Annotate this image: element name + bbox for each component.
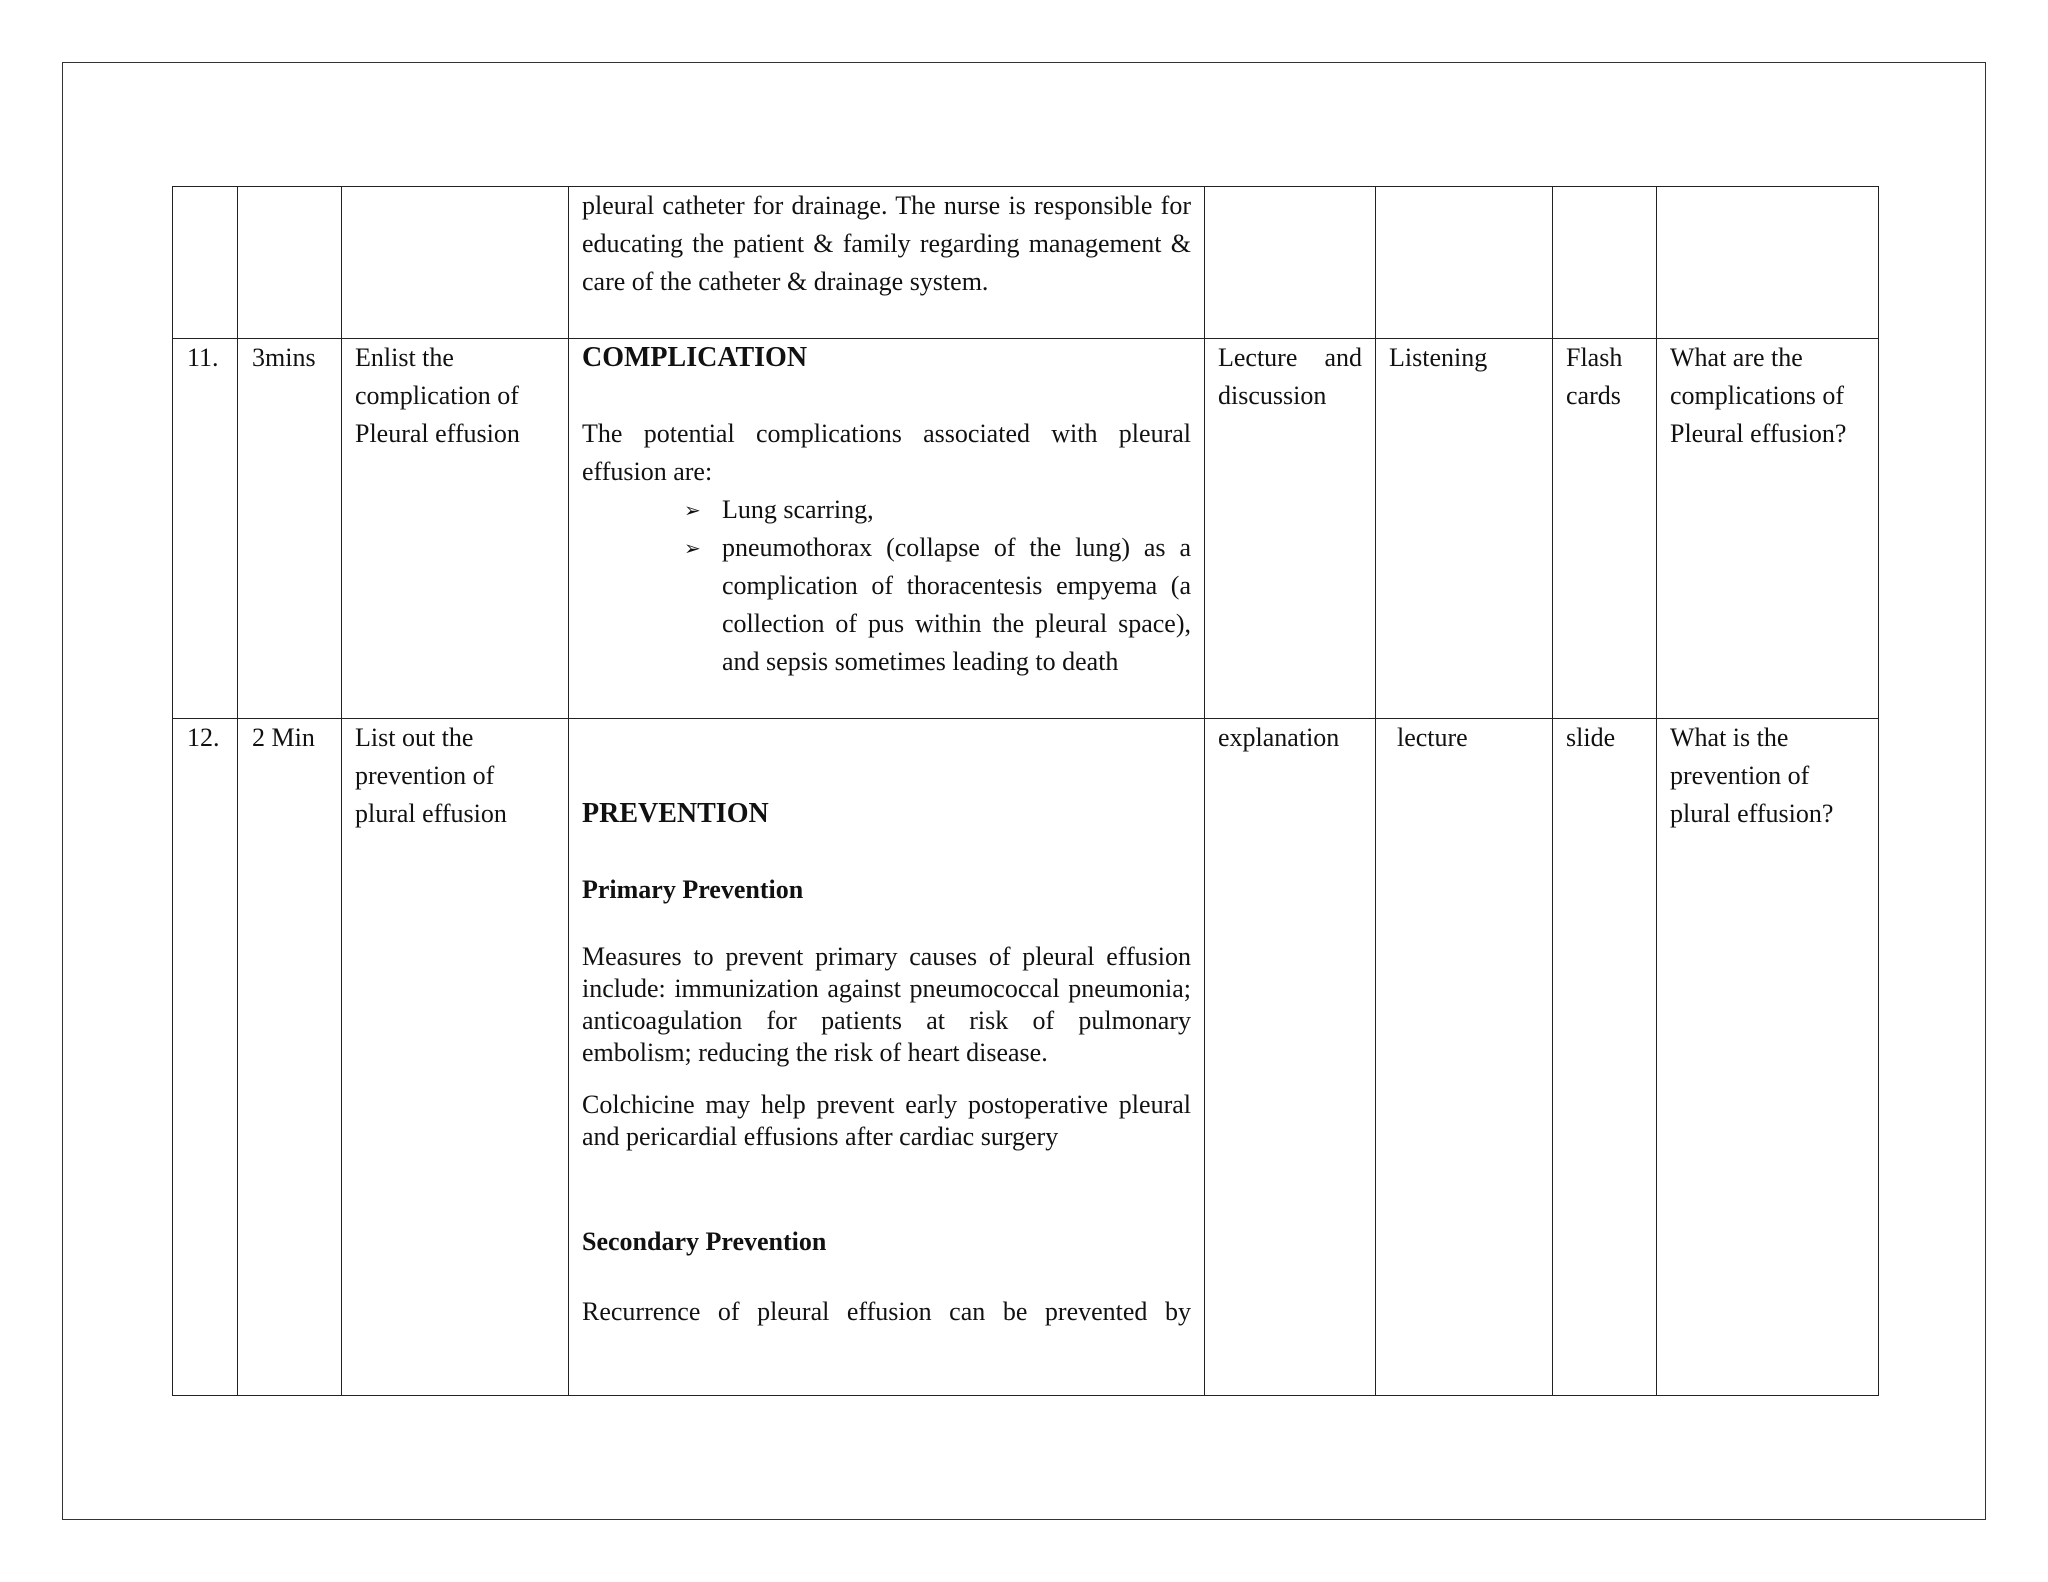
cell-number bbox=[173, 187, 238, 339]
row-learning: lecture bbox=[1376, 719, 1553, 1396]
spacer bbox=[582, 1261, 1191, 1293]
spacer bbox=[582, 909, 1191, 941]
primary-prevention-text: Measures to prevent primary causes of pleural effusion include: immunization against pneumococcal pneumonia; anticoagulation for patients at risk of pulmonary embolism; reducing the risk of heart disease. bbox=[582, 942, 1191, 1067]
row-av-aids: slide bbox=[1553, 719, 1657, 1396]
spacer bbox=[582, 1069, 1191, 1089]
row-time: 3mins bbox=[238, 339, 342, 719]
row-learning: Listening bbox=[1376, 339, 1553, 719]
row-objective: Enlist the complication of Pleural effusion bbox=[342, 339, 569, 719]
cell-content bbox=[569, 187, 1205, 339]
continuation-text: pleural catheter for drainage. The nurse is responsible for educating the patient & family regarding management & care of the catheter & drainage system. bbox=[582, 191, 1191, 296]
spacer bbox=[582, 833, 1191, 871]
row-number: 12. bbox=[173, 719, 238, 1396]
table-row-11 bbox=[173, 339, 1879, 719]
list-item bbox=[684, 491, 1191, 529]
row-av-aids: Flash cards bbox=[1553, 339, 1657, 719]
spacer bbox=[582, 377, 1191, 415]
lesson-plan-table bbox=[172, 186, 1879, 1396]
bullet-text: pneumothorax (collapse of the lung) as a complication of thoracentesis empyema (a collection of pus within the pleural space), and sepsis sometimes leading to death bbox=[722, 533, 1191, 676]
complication-list bbox=[582, 491, 1191, 681]
cell-evaluation bbox=[1657, 187, 1879, 339]
prevention-heading: PREVENTION bbox=[582, 798, 769, 829]
table-row-continuation bbox=[173, 187, 1879, 339]
arrow-bullet-icon: ➢ bbox=[684, 536, 701, 560]
prevention-content bbox=[582, 719, 1191, 1394]
list-item bbox=[684, 529, 1191, 681]
cell-objective bbox=[342, 187, 569, 339]
table-row-12 bbox=[173, 719, 1879, 1396]
row-number: 11. bbox=[173, 339, 238, 719]
primary-prevention-heading: Primary Prevention bbox=[582, 875, 804, 904]
colchicine-text: Colchicine may help prevent early postoperative pleural and pericardial effusions after cardiac surgery bbox=[582, 1090, 1191, 1151]
bullet-text: Lung scarring, bbox=[722, 495, 874, 524]
arrow-bullet-icon: ➢ bbox=[684, 498, 701, 522]
secondary-prevention-text: Recurrence of pleural effusion can be prevented by bbox=[582, 1297, 1191, 1326]
cell-time bbox=[238, 187, 342, 339]
cell-learning bbox=[1376, 187, 1553, 339]
cell-av-aids bbox=[1553, 187, 1657, 339]
spacer bbox=[582, 719, 1191, 795]
complication-intro: The potential complications associated with pleural effusion are: bbox=[582, 419, 1191, 486]
secondary-prevention-heading: Secondary Prevention bbox=[582, 1227, 827, 1256]
row-evaluation: What is the prevention of plural effusion? bbox=[1657, 719, 1879, 1396]
row-evaluation: What are the complications of Pleural effusion? bbox=[1657, 339, 1879, 719]
complication-heading: COMPLICATION bbox=[582, 342, 808, 373]
row-teaching: explanation bbox=[1205, 719, 1376, 1396]
row-content bbox=[569, 719, 1205, 1396]
spacer bbox=[582, 1153, 1191, 1223]
row-teaching: Lecture and discussion bbox=[1205, 339, 1376, 719]
row-content bbox=[569, 339, 1205, 719]
row-objective: List out the prevention of plural effusion bbox=[342, 719, 569, 1396]
cell-teaching bbox=[1205, 187, 1376, 339]
row-time: 2 Min bbox=[238, 719, 342, 1396]
